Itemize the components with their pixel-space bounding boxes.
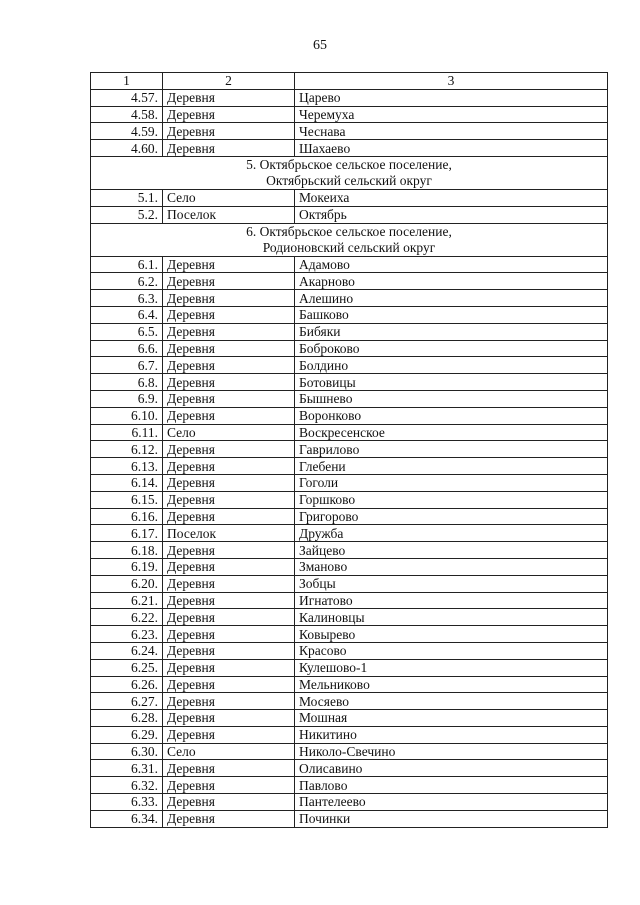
table-row bbox=[91, 575, 608, 592]
row-number-cell: 6.13. bbox=[91, 458, 163, 475]
settlement-name-cell: Адамово bbox=[295, 256, 608, 273]
settlement-type-cell: Деревня bbox=[163, 676, 295, 693]
settlement-type-cell: Деревня bbox=[163, 693, 295, 710]
settlement-type-cell: Поселок bbox=[163, 206, 295, 223]
settlement-name-cell: Зобцы bbox=[295, 575, 608, 592]
settlement-name-cell: Черемуха bbox=[295, 106, 608, 123]
table-row bbox=[91, 810, 608, 827]
settlement-name-cell: Григорово bbox=[295, 508, 608, 525]
row-number-cell: 6.17. bbox=[91, 525, 163, 542]
settlement-type-cell: Деревня bbox=[163, 558, 295, 575]
settlement-type-cell: Деревня bbox=[163, 542, 295, 559]
row-number-cell: 5.1. bbox=[91, 189, 163, 206]
row-number-cell: 6.19. bbox=[91, 558, 163, 575]
settlement-name-cell: Глебени bbox=[295, 458, 608, 475]
settlement-type-cell: Деревня bbox=[163, 609, 295, 626]
section-title-line2: Родионовский сельский округ bbox=[262, 239, 436, 255]
settlements-table-body bbox=[91, 73, 608, 828]
table-row bbox=[91, 123, 608, 140]
row-number-cell: 6.33. bbox=[91, 794, 163, 811]
settlement-type-cell: Деревня bbox=[163, 491, 295, 508]
settlement-type-cell: Деревня bbox=[163, 777, 295, 794]
row-number-cell: 6.26. bbox=[91, 676, 163, 693]
row-number-cell: 6.9. bbox=[91, 390, 163, 407]
table-row bbox=[91, 542, 608, 559]
settlement-name-cell: Башково bbox=[295, 306, 608, 323]
row-number-cell: 4.59. bbox=[91, 123, 163, 140]
settlement-type-cell: Село bbox=[163, 189, 295, 206]
row-number-cell: 6.4. bbox=[91, 306, 163, 323]
settlement-name-cell: Алешино bbox=[295, 290, 608, 307]
settlement-name-cell: Кулешово-1 bbox=[295, 659, 608, 676]
table-row bbox=[91, 206, 608, 223]
settlement-type-cell: Село bbox=[163, 424, 295, 441]
row-number-cell: 6.29. bbox=[91, 726, 163, 743]
row-number-cell: 4.60. bbox=[91, 140, 163, 157]
table-row bbox=[91, 710, 608, 727]
section-header-row bbox=[91, 156, 608, 189]
table-row bbox=[91, 390, 608, 407]
row-number-cell: 6.20. bbox=[91, 575, 163, 592]
table-row bbox=[91, 424, 608, 441]
settlement-type-cell: Деревня bbox=[163, 407, 295, 424]
settlement-type-cell: Деревня bbox=[163, 726, 295, 743]
table-row bbox=[91, 441, 608, 458]
table-row bbox=[91, 794, 608, 811]
table-row bbox=[91, 89, 608, 106]
row-number-cell: 6.24. bbox=[91, 642, 163, 659]
table-row bbox=[91, 777, 608, 794]
settlement-type-cell: Деревня bbox=[163, 474, 295, 491]
settlement-type-cell: Деревня bbox=[163, 290, 295, 307]
table-row bbox=[91, 626, 608, 643]
row-number-cell: 5.2. bbox=[91, 206, 163, 223]
settlement-type-cell: Деревня bbox=[163, 760, 295, 777]
settlement-type-cell: Деревня bbox=[163, 323, 295, 340]
table-row bbox=[91, 743, 608, 760]
row-number-cell: 6.22. bbox=[91, 609, 163, 626]
column-header-type: 2 bbox=[163, 73, 295, 90]
table-row bbox=[91, 474, 608, 491]
settlement-type-cell: Деревня bbox=[163, 123, 295, 140]
table-row bbox=[91, 726, 608, 743]
row-number-cell: 6.21. bbox=[91, 592, 163, 609]
settlement-name-cell: Гоголи bbox=[295, 474, 608, 491]
section-title-line1: 5. Октябрьское сельское поселение, bbox=[246, 156, 452, 172]
table-row bbox=[91, 642, 608, 659]
table-row bbox=[91, 290, 608, 307]
settlement-name-cell: Мокеиха bbox=[295, 189, 608, 206]
row-number-cell: 6.30. bbox=[91, 743, 163, 760]
settlement-type-cell: Деревня bbox=[163, 340, 295, 357]
row-number-cell: 6.10. bbox=[91, 407, 163, 424]
row-number-cell: 6.15. bbox=[91, 491, 163, 508]
row-number-cell: 6.27. bbox=[91, 693, 163, 710]
table-row bbox=[91, 407, 608, 424]
settlement-type-cell: Деревня bbox=[163, 106, 295, 123]
table-row bbox=[91, 676, 608, 693]
table-row bbox=[91, 693, 608, 710]
settlement-name-cell: Царево bbox=[295, 89, 608, 106]
table-row bbox=[91, 609, 608, 626]
column-header-name: 3 bbox=[295, 73, 608, 90]
row-number-cell: 6.1. bbox=[91, 256, 163, 273]
table-row bbox=[91, 760, 608, 777]
settlement-name-cell: Дружба bbox=[295, 525, 608, 542]
settlement-name-cell: Мосяево bbox=[295, 693, 608, 710]
table-row bbox=[91, 508, 608, 525]
section-title-line2: Октябрьский сельский округ bbox=[266, 172, 432, 188]
row-number-cell: 6.2. bbox=[91, 273, 163, 290]
settlement-name-cell: Чеснава bbox=[295, 123, 608, 140]
section-header bbox=[91, 223, 608, 256]
settlement-type-cell: Деревня bbox=[163, 626, 295, 643]
settlement-type-cell: Деревня bbox=[163, 659, 295, 676]
row-number-cell: 6.31. bbox=[91, 760, 163, 777]
settlement-type-cell: Деревня bbox=[163, 441, 295, 458]
settlement-name-cell: Зайцево bbox=[295, 542, 608, 559]
settlement-name-cell: Пантелеево bbox=[295, 794, 608, 811]
table-row bbox=[91, 592, 608, 609]
settlement-type-cell: Деревня bbox=[163, 390, 295, 407]
settlement-type-cell: Поселок bbox=[163, 525, 295, 542]
table-row bbox=[91, 558, 608, 575]
settlement-type-cell: Деревня bbox=[163, 508, 295, 525]
settlement-type-cell: Деревня bbox=[163, 89, 295, 106]
table-row bbox=[91, 491, 608, 508]
settlement-name-cell: Воскресенское bbox=[295, 424, 608, 441]
settlement-type-cell: Деревня bbox=[163, 357, 295, 374]
table-row bbox=[91, 659, 608, 676]
settlement-name-cell: Горшково bbox=[295, 491, 608, 508]
settlements-table bbox=[90, 72, 608, 828]
settlement-type-cell: Деревня bbox=[163, 794, 295, 811]
table-row bbox=[91, 273, 608, 290]
settlement-name-cell: Калиновцы bbox=[295, 609, 608, 626]
table-row bbox=[91, 106, 608, 123]
settlement-name-cell: Акарново bbox=[295, 273, 608, 290]
settlement-name-cell: Павлово bbox=[295, 777, 608, 794]
column-header-number: 1 bbox=[91, 73, 163, 90]
settlement-type-cell: Деревня bbox=[163, 575, 295, 592]
settlement-name-cell: Зманово bbox=[295, 558, 608, 575]
settlement-name-cell: Гаврилово bbox=[295, 441, 608, 458]
settlement-name-cell: Ботовицы bbox=[295, 374, 608, 391]
settlement-name-cell: Никитино bbox=[295, 726, 608, 743]
settlement-type-cell: Деревня bbox=[163, 273, 295, 290]
row-number-cell: 6.16. bbox=[91, 508, 163, 525]
settlement-name-cell: Красово bbox=[295, 642, 608, 659]
settlement-name-cell: Шахаево bbox=[295, 140, 608, 157]
row-number-cell: 6.23. bbox=[91, 626, 163, 643]
settlement-name-cell: Ковырево bbox=[295, 626, 608, 643]
section-header-row bbox=[91, 223, 608, 256]
settlement-type-cell: Село bbox=[163, 743, 295, 760]
table-header-row bbox=[91, 73, 608, 90]
settlement-name-cell: Починки bbox=[295, 810, 608, 827]
table-row bbox=[91, 323, 608, 340]
settlement-name-cell: Болдино bbox=[295, 357, 608, 374]
table-row bbox=[91, 256, 608, 273]
settlement-type-cell: Деревня bbox=[163, 810, 295, 827]
settlement-name-cell: Мошная bbox=[295, 710, 608, 727]
table-row bbox=[91, 374, 608, 391]
settlement-type-cell: Деревня bbox=[163, 306, 295, 323]
row-number-cell: 6.14. bbox=[91, 474, 163, 491]
table-row bbox=[91, 306, 608, 323]
settlement-type-cell: Деревня bbox=[163, 140, 295, 157]
section-header bbox=[91, 156, 608, 189]
settlement-type-cell: Деревня bbox=[163, 374, 295, 391]
row-number-cell: 6.32. bbox=[91, 777, 163, 794]
table-row bbox=[91, 525, 608, 542]
row-number-cell: 6.6. bbox=[91, 340, 163, 357]
row-number-cell: 6.34. bbox=[91, 810, 163, 827]
row-number-cell: 6.18. bbox=[91, 542, 163, 559]
settlement-name-cell: Мельниково bbox=[295, 676, 608, 693]
table-row bbox=[91, 140, 608, 157]
settlement-name-cell: Олисавино bbox=[295, 760, 608, 777]
settlement-name-cell: Игнатово bbox=[295, 592, 608, 609]
row-number-cell: 6.3. bbox=[91, 290, 163, 307]
settlement-type-cell: Деревня bbox=[163, 710, 295, 727]
settlement-name-cell: Бибяки bbox=[295, 323, 608, 340]
settlement-type-cell: Деревня bbox=[163, 642, 295, 659]
table-row bbox=[91, 458, 608, 475]
settlement-name-cell: Воронково bbox=[295, 407, 608, 424]
row-number-cell: 6.8. bbox=[91, 374, 163, 391]
row-number-cell: 6.7. bbox=[91, 357, 163, 374]
page-number: 65 bbox=[313, 38, 327, 53]
settlement-name-cell: Боброково bbox=[295, 340, 608, 357]
row-number-cell: 6.5. bbox=[91, 323, 163, 340]
settlement-type-cell: Деревня bbox=[163, 256, 295, 273]
settlement-type-cell: Деревня bbox=[163, 592, 295, 609]
settlement-type-cell: Деревня bbox=[163, 458, 295, 475]
table-row bbox=[91, 189, 608, 206]
settlement-name-cell: Николо-Свечино bbox=[295, 743, 608, 760]
row-number-cell: 6.25. bbox=[91, 659, 163, 676]
settlement-name-cell: Бышнево bbox=[295, 390, 608, 407]
row-number-cell: 6.12. bbox=[91, 441, 163, 458]
row-number-cell: 6.28. bbox=[91, 710, 163, 727]
table-row bbox=[91, 357, 608, 374]
row-number-cell: 4.57. bbox=[91, 89, 163, 106]
table-row bbox=[91, 340, 608, 357]
row-number-cell: 4.58. bbox=[91, 106, 163, 123]
settlement-name-cell: Октябрь bbox=[295, 206, 608, 223]
row-number-cell: 6.11. bbox=[91, 424, 163, 441]
section-title-line1: 6. Октябрьское сельское поселение, bbox=[246, 223, 452, 239]
